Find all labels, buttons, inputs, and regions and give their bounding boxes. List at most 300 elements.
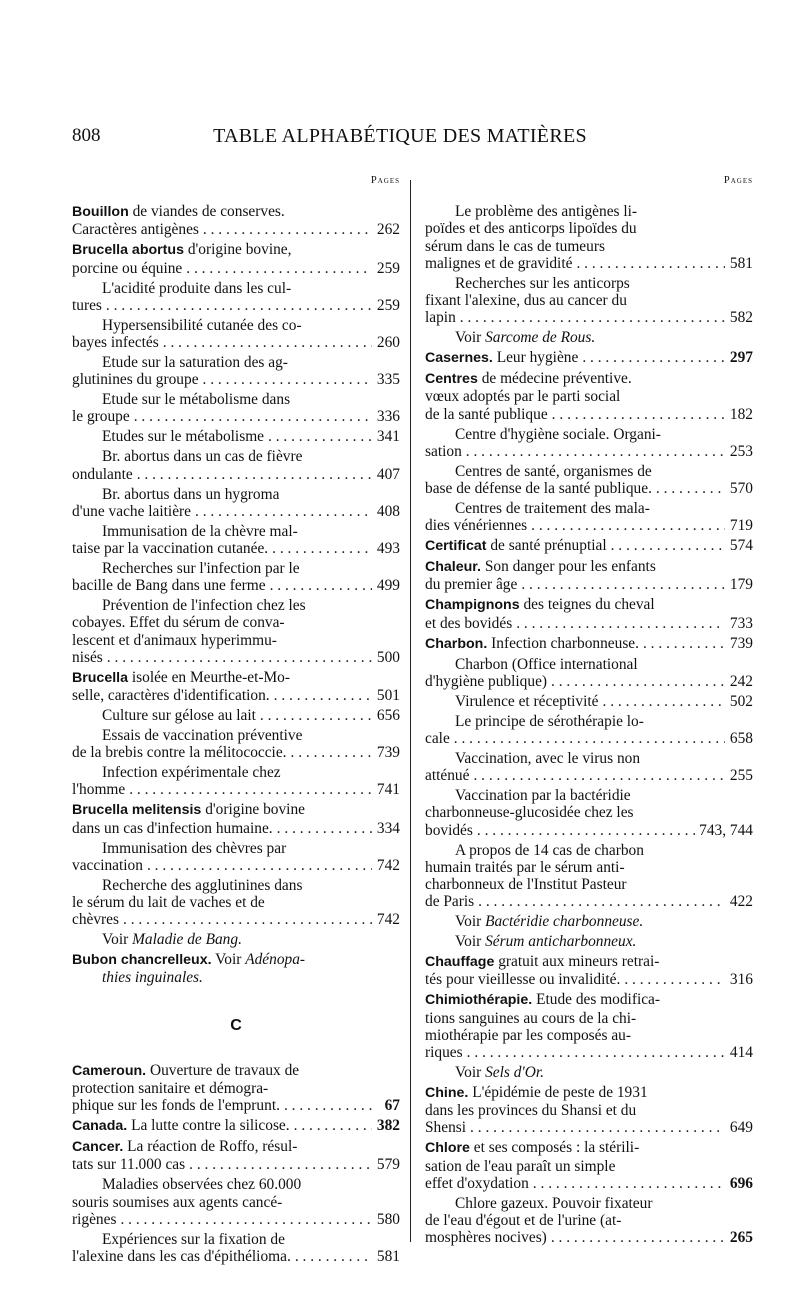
index-entry (425, 275, 753, 327)
entry-text: et des bovidés (425, 614, 513, 632)
page-reference: 422 (729, 893, 753, 911)
dot-leader (277, 820, 372, 837)
entry-last-line (72, 408, 400, 425)
see-target: Sarcome de Rous. (485, 329, 596, 347)
entry-line (72, 280, 400, 297)
entry-text: charbonneuse-glucosidée chez les (425, 804, 634, 822)
index-entry (72, 1117, 400, 1135)
page-reference: 407 (376, 465, 400, 483)
entry-last-line (72, 911, 400, 928)
index-entry (425, 1139, 753, 1192)
page-reference: 67 (384, 1097, 400, 1115)
entry-text: lescent et d'animaux hyperimmu- (72, 631, 277, 649)
page-reference: 502 (729, 692, 753, 710)
page-reference: 742 (376, 911, 400, 929)
entry-text: dans les provinces du Shansi et du (425, 1102, 637, 1120)
dot-leader (533, 1175, 725, 1192)
dot-leader (551, 1229, 725, 1246)
entry-text: de la santé publique (425, 405, 548, 423)
entry-text: lapin (425, 309, 456, 327)
entry-text: sérum dans le cas de tumeurs (425, 237, 605, 255)
dot-leader (195, 503, 372, 520)
see-prefix: Voir (455, 913, 486, 931)
entry-last-line (72, 503, 400, 520)
entry-text: Prévention de l'infection chez les (102, 597, 306, 615)
dot-leader (467, 1044, 725, 1061)
entry-line (72, 894, 400, 911)
entry-last-line (72, 334, 400, 351)
index-entry (72, 428, 400, 445)
entry-last-line (425, 480, 753, 497)
dot-leader (272, 540, 372, 557)
entry-text: isolée en Meurthe-et-Mo- (131, 668, 290, 686)
entry-line (425, 953, 753, 971)
index-entry (425, 349, 753, 367)
entry-line (72, 241, 400, 259)
entry-last-line (72, 540, 400, 557)
page-reference: 500 (376, 648, 400, 666)
entry-last-line (425, 1119, 753, 1136)
dot-leader (551, 673, 725, 690)
entry-heading: Brucella (72, 669, 128, 686)
see-target: Maladie de Bang. (132, 931, 242, 949)
entry-text: Maladies observées chez 60.000 (102, 1176, 302, 1194)
dot-leader (478, 893, 725, 910)
entry-text: cobayes. Effet du sérum de conva- (72, 614, 285, 632)
section-letter: C (230, 1016, 242, 1034)
entry-text: protection sanitaire et démogra- (72, 1080, 269, 1098)
page-reference: 580 (376, 1210, 400, 1228)
index-entry (72, 280, 400, 314)
dot-leader (521, 576, 725, 593)
entry-line (72, 877, 400, 894)
index-entry (425, 693, 753, 710)
dot-leader (186, 260, 372, 277)
entry-text: du premier âge (425, 576, 518, 594)
entry-last-line (72, 707, 400, 724)
entry-text: d'hygiène publique) (425, 672, 548, 690)
index-entry (425, 991, 753, 1061)
entry-text: bayes infectés (72, 334, 159, 352)
index-entry (425, 558, 753, 593)
dot-leader (134, 408, 372, 425)
see-target: Bactéridie charbonneuse. (485, 913, 644, 931)
entry-text: malignes et de gravidité (425, 254, 573, 272)
see-reference (425, 913, 753, 930)
entry-text: charbonneux de l'Institut Pasteur (425, 876, 627, 894)
entry-text: Infection charbonneuse. (491, 634, 639, 652)
entry-heading: Chaleur. (425, 559, 481, 576)
entry-text: Chlore gazeux. Pouvoir fixateur (455, 1194, 653, 1212)
index-entry (425, 656, 753, 690)
entry-text: vaccination (72, 856, 143, 874)
pages-column-label: Pages (723, 175, 753, 186)
entry-line (425, 370, 753, 388)
entry-text: de médecine préventive. (481, 370, 632, 388)
dot-leader (624, 971, 725, 988)
entry-line (425, 292, 753, 309)
dot-leader (516, 615, 725, 632)
entry-last-line (72, 466, 400, 483)
entry-text: de l'eau d'égout et de l'urine (at- (425, 1212, 622, 1230)
index-entry (72, 354, 400, 388)
index-entry (425, 750, 753, 784)
entry-last-line (425, 1229, 753, 1246)
entry-text: Vaccination par la bactéridie (455, 787, 631, 805)
see-reference (425, 933, 753, 950)
page-reference: 493 (376, 540, 400, 558)
index-entry (425, 842, 753, 911)
entry-line (72, 391, 400, 408)
page-reference: 341 (376, 428, 400, 446)
entry-line (425, 1139, 753, 1157)
entry-last-line (72, 781, 400, 798)
index-entry (72, 560, 400, 594)
dot-leader (284, 1097, 372, 1114)
entry-text: Virulence et réceptivité (455, 692, 599, 710)
index-entry (425, 1084, 753, 1137)
entry-text: tures (72, 296, 102, 314)
dot-leader (123, 911, 372, 928)
entry-text: A propos de 14 cas de charbon (455, 841, 644, 859)
entry-last-line (72, 1156, 400, 1173)
index-entry (425, 370, 753, 423)
entry-line (72, 669, 400, 687)
dot-leader (268, 428, 372, 445)
index-entry (72, 486, 400, 520)
entry-text: ondulante (72, 465, 133, 483)
dot-leader (203, 221, 372, 238)
entry-line (72, 1194, 400, 1211)
index-entry (425, 933, 753, 950)
dot-leader (454, 730, 725, 747)
entry-last-line (425, 537, 753, 555)
entry-text: Expériences sur la fixation de (102, 1230, 285, 1248)
entry-text: Etude des modifica- (536, 991, 661, 1009)
page-reference: 262 (376, 221, 400, 239)
entry-line (72, 523, 400, 540)
entry-text: d'origine bovine (205, 801, 305, 819)
page-reference: 253 (729, 442, 753, 460)
entry-line (425, 859, 753, 876)
dot-leader (163, 334, 372, 351)
entry-text: Immunisation de la chèvre mal- (102, 522, 298, 540)
entry-line (425, 1158, 753, 1175)
entry-text: La réaction de Roffo, résul- (127, 1138, 298, 1156)
entry-text: tés pour vieillesse ou invalidité. (425, 971, 621, 989)
entry-line (425, 1027, 753, 1044)
entry-last-line (425, 255, 753, 272)
page-reference: 656 (376, 707, 400, 725)
entry-line (72, 764, 400, 781)
entry-line (72, 801, 400, 819)
entry-text: souris soumises aux agents cancé- (72, 1193, 283, 1211)
entry-heading: Certificat (425, 538, 487, 555)
page-reference: 579 (376, 1156, 400, 1174)
entry-text: miothérapie par les composés au- (425, 1026, 631, 1044)
entry-text: atténué (425, 767, 470, 785)
index-column-right (425, 172, 753, 1249)
entry-text: nisés (72, 648, 103, 666)
index-entry (425, 713, 753, 747)
index-entry (72, 1231, 400, 1265)
dot-leader (603, 693, 726, 710)
dot-leader (189, 1156, 372, 1173)
index-entry (72, 448, 400, 482)
entry-text: de viandes de conserves. (132, 203, 285, 221)
entry-line (72, 597, 400, 614)
page-reference: 743, 744 (699, 821, 753, 839)
see-target-continued: thies inguinales. (102, 969, 203, 987)
entry-text: taise par la vaccination cutanée. (72, 540, 269, 558)
entry-last-line (72, 260, 400, 277)
see-prefix: Voir (102, 931, 133, 949)
index-entry (425, 203, 753, 272)
dot-leader (473, 767, 725, 784)
entry-last-line (72, 428, 400, 445)
entry-text: d'origine bovine, (187, 241, 292, 259)
index-entry (72, 203, 400, 238)
entry-line (72, 448, 400, 465)
dot-leader (270, 577, 372, 594)
dot-leader (203, 371, 372, 388)
page-reference: 501 (376, 687, 400, 705)
entry-heading: Charbon. (425, 635, 488, 652)
page-reference: 733 (729, 614, 753, 632)
index-entry (72, 241, 400, 276)
entry-line (425, 500, 753, 517)
entry-line (425, 1195, 753, 1212)
index-entry (72, 931, 400, 948)
entry-line (72, 203, 400, 221)
column-divider (410, 180, 411, 1242)
index-entry (72, 951, 400, 986)
dot-leader (460, 309, 725, 326)
entry-text: sation (425, 442, 462, 460)
page-reference: 742 (376, 856, 400, 874)
page-reference: 581 (729, 254, 753, 272)
entry-last-line (72, 687, 400, 704)
index-entry (72, 840, 400, 874)
entry-heading: Canada. (72, 1118, 128, 1135)
entry-text: rigènes (72, 1210, 117, 1228)
index-column-left (72, 172, 400, 1268)
entry-line (425, 558, 753, 576)
entry-text: L'acidité produite dans les cul- (102, 279, 292, 297)
entry-last-line (72, 1117, 400, 1135)
index-entry (425, 787, 753, 839)
entry-text: bovidés (425, 821, 473, 839)
page-reference: 581 (376, 1248, 400, 1266)
entry-last-line (425, 822, 753, 839)
entry-line (425, 804, 753, 821)
page-reference: 255 (729, 767, 753, 785)
entry-last-line (72, 297, 400, 314)
page-reference: 499 (376, 577, 400, 595)
index-entry (72, 801, 400, 836)
entry-heading: Chauffage (425, 954, 495, 971)
entry-text: Son danger pour les enfants (484, 558, 656, 576)
entry-text: riques (425, 1044, 463, 1062)
entry-last-line (425, 576, 753, 593)
see-target: Sels d'Or. (485, 1064, 544, 1082)
entry-line (425, 1212, 753, 1229)
entry-line (72, 354, 400, 371)
index-entry (72, 1138, 400, 1173)
page-reference: 649 (729, 1119, 753, 1137)
entry-text: Culture sur gélose au lait (102, 707, 256, 725)
entry-text: Ouverture de travaux de (149, 1061, 300, 1079)
entry-text: Centre d'hygiène sociale. Organi- (455, 425, 661, 443)
dot-leader (137, 466, 372, 483)
index-entry (425, 537, 753, 555)
entry-text: base de défense de la santé publique. (425, 480, 652, 498)
entry-text: L'épidémie de peste de 1931 (472, 1084, 648, 1102)
index-entry (425, 635, 753, 653)
entry-last-line (72, 857, 400, 874)
entry-line (425, 238, 753, 255)
entry-text: poïdes et des anticorps lipoïdes du (425, 220, 637, 238)
page-reference: 739 (729, 634, 753, 652)
entry-line (425, 275, 753, 292)
entry-last-line (425, 349, 753, 367)
entry-line (425, 876, 753, 893)
entry-line (425, 713, 753, 730)
entry-text: sation de l'eau paraît un simple (425, 1157, 616, 1175)
index-entry (425, 329, 753, 346)
entry-text: Hypersensibilité cutanée des co- (102, 316, 302, 334)
entry-text: humain traités par le sérum anti- (425, 858, 625, 876)
page-reference: 336 (376, 408, 400, 426)
entry-line (425, 1084, 753, 1102)
entry-heading: Casernes. (425, 350, 493, 367)
entry-line (72, 1062, 400, 1080)
dot-leader (129, 781, 372, 798)
entry-line (72, 1080, 400, 1097)
entry-line (72, 727, 400, 744)
index-entry (425, 913, 753, 930)
entry-text: gratuit aux mineurs retrai- (498, 953, 660, 971)
entry-line (425, 750, 753, 767)
entry-text: Etude sur la saturation des ag- (102, 354, 288, 372)
entry-last-line (425, 443, 753, 460)
entry-text: Charbon (Office international (455, 655, 638, 673)
entry-text: effet d'oxydation (425, 1174, 529, 1192)
index-entry (425, 1195, 753, 1247)
entry-last-line (425, 615, 753, 632)
entry-last-line (425, 1044, 753, 1061)
index-entry (72, 1062, 400, 1115)
dot-leader (611, 537, 725, 554)
entry-text: le groupe (72, 408, 130, 426)
page-reference: 259 (376, 259, 400, 277)
entry-text: bacille de Bang dans une ferme (72, 577, 266, 595)
entry-text: Br. abortus dans un cas de fièvre (102, 448, 303, 466)
entry-text: Immunisation des chèvres par (102, 839, 287, 857)
pages-column-label: Pages (370, 175, 400, 186)
see-prefix: Voir (455, 329, 486, 347)
entry-text: fixant l'alexine, dus au cancer du (425, 292, 627, 310)
dot-leader (582, 349, 725, 366)
dot-leader (470, 1119, 725, 1136)
entry-text: et ses composés : la stérili- (473, 1139, 640, 1157)
entry-line (72, 1231, 400, 1248)
entry-last-line (425, 517, 753, 534)
entry-line (425, 656, 753, 673)
dot-leader (147, 857, 372, 874)
entry-last-line (72, 221, 400, 238)
page-reference: 242 (729, 672, 753, 690)
entry-last-line (72, 649, 400, 666)
entry-text: Recherches sur l'infection par le (102, 560, 300, 578)
entry-text: dies vénériennes (425, 517, 528, 535)
entry-last-line (425, 673, 753, 690)
dot-leader (643, 635, 725, 652)
entry-text: Le principe de sérothérapie lo- (455, 712, 644, 730)
dot-leader (466, 443, 725, 460)
entry-text: Caractères antigènes (72, 221, 199, 239)
entry-last-line (425, 971, 753, 988)
see-reference (72, 931, 400, 948)
entry-line (72, 840, 400, 857)
page-header (0, 125, 800, 155)
page-reference: 582 (729, 309, 753, 327)
entry-line (72, 1176, 400, 1193)
entry-text: porcine ou équine (72, 259, 183, 277)
page-reference: 741 (376, 781, 400, 799)
entry-text: selle, caractères d'identification. (72, 687, 270, 705)
entry-last-line (72, 744, 400, 761)
dot-leader (107, 649, 372, 666)
entry-text: vœux adoptés par le parti social (425, 388, 621, 406)
entry-text: Le problème des antigènes li- (455, 203, 638, 221)
entry-text: Centres de santé, organismes de (455, 462, 652, 480)
index-entry (72, 877, 400, 929)
index-entry (72, 391, 400, 425)
entry-last-line (425, 309, 753, 326)
page-reference: 658 (729, 730, 753, 748)
page-reference: 696 (729, 1174, 753, 1192)
dot-leader (552, 406, 725, 423)
see-target: Sérum anticharbonneux. (485, 933, 637, 951)
entry-line (425, 388, 753, 405)
entry-text: chèvres (72, 911, 119, 929)
see-target: Adénopa- (245, 951, 306, 969)
entry-line (425, 596, 753, 614)
entry-line (72, 632, 400, 649)
page-reference: 574 (729, 537, 753, 555)
dot-leader (295, 1248, 372, 1265)
entry-last-line (72, 577, 400, 594)
entry-text: des teignes du cheval (523, 596, 655, 614)
dot-leader (274, 687, 372, 704)
index-entry (425, 953, 753, 988)
entry-last-line (425, 893, 753, 910)
entry-text: Vaccination, avec le virus non (455, 750, 641, 768)
entry-text: Recherche des agglutinines dans (102, 876, 303, 894)
entry-heading: Bubon chancrelleux. (72, 952, 212, 969)
entry-heading: Cameroun. (72, 1062, 147, 1079)
entry-text: Centres de traitement des mala- (455, 500, 650, 518)
index-entry (72, 727, 400, 761)
page-reference: 179 (729, 576, 753, 594)
page-reference: 382 (376, 1117, 400, 1135)
see-reference (425, 1064, 753, 1081)
entry-line (72, 486, 400, 503)
entry-text: l'alexine dans les cas d'épithélioma. (72, 1248, 291, 1266)
entry-text (72, 951, 400, 969)
entry-last-line (425, 767, 753, 784)
